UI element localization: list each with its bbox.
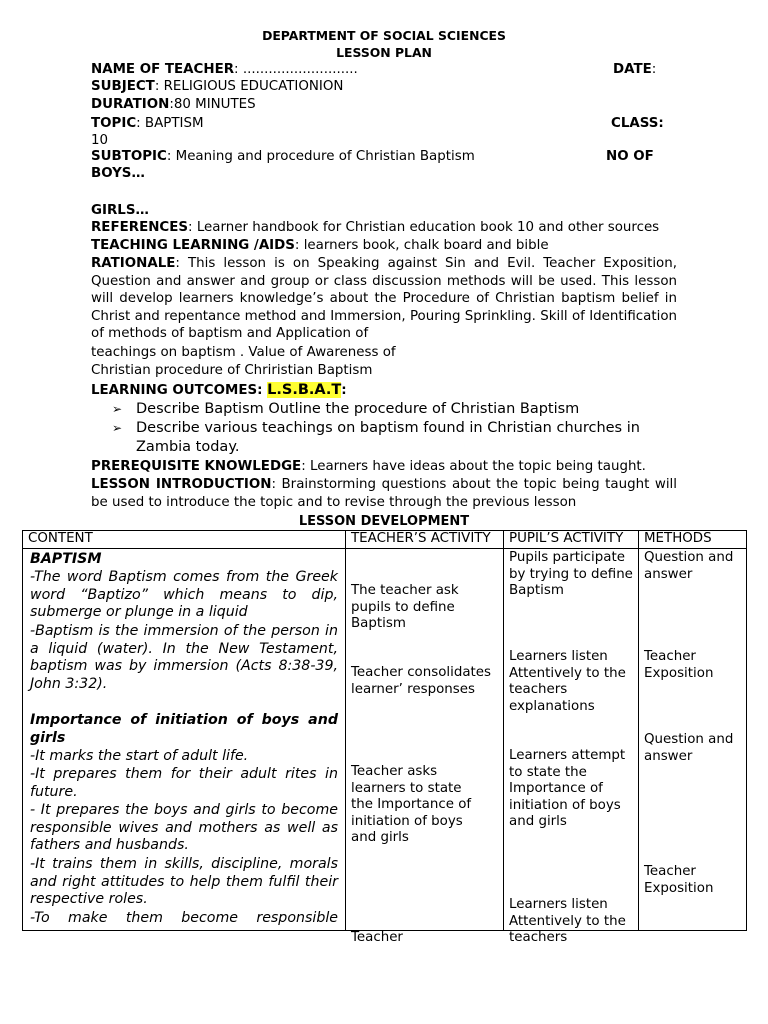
no-of-label: NO OF xyxy=(606,149,654,164)
rationale-label: RATIONALE xyxy=(91,256,176,271)
method-text: Teacher Exposition xyxy=(644,864,714,896)
rationale-value: : This lesson is on Speaking against Sin and Evil. Teacher Exposition, Question and answer and group or class discussion methods will be used. This lesson will develop learners knowledge’s about the Procedure of Christian baptism belief in Christ and repentance method and Immersion, Pouring Sprinkling. Skill of Identification of methods of baptism and Application of xyxy=(91,256,677,342)
rationale-paragraph xyxy=(91,255,677,343)
subject-line xyxy=(91,78,343,95)
outcomes-colon: : xyxy=(341,383,347,398)
lesson-development-title: LESSON DEVELOPMENT xyxy=(298,514,470,529)
teacher-label: NAME OF TEACHER xyxy=(91,62,235,77)
column-header-pupil: PUPIL’S ACTIVITY xyxy=(504,531,639,549)
method-text: Teacher Exposition xyxy=(644,649,714,681)
girls-label: GIRLS… xyxy=(91,203,149,218)
intro-value: : Brainstorming questions about the topic being taught will be used to introduce the topic and to revise through the previous lesson xyxy=(91,477,678,510)
column-header-teacher: TEACHER’S ACTIVITY xyxy=(346,531,504,549)
content-paragraph: -The word Baptism comes from the Greek word “Baptizo” which means to dip, submerge or plunge in a liquid xyxy=(30,569,338,621)
aids-line xyxy=(91,237,549,254)
teacher-activity-text: The teacher ask pupils to define Baptism xyxy=(351,583,459,632)
content-heading-baptism: BAPTISM xyxy=(30,551,102,567)
content-paragraph: -It trains them in skills, discipline, morals and right attitudes to help them fulfil their respective roles. xyxy=(30,856,338,908)
topic-line xyxy=(91,115,204,132)
teacher-activity-text: Teacher asks learners to state the Importance of initiation of boys and girls xyxy=(351,764,472,846)
outcome-text-1: Describe Baptism Outline the procedure of Christian Baptism xyxy=(136,401,580,417)
content-paragraph: -To make them become responsible xyxy=(30,910,338,926)
teacher-name-line xyxy=(91,61,358,78)
references-line xyxy=(91,219,659,236)
boys-label: BOYS… xyxy=(91,166,145,181)
pupil-activity-text: Learners listen Attentively to the teachers explanations xyxy=(509,649,626,714)
methods-cell xyxy=(639,549,747,931)
method-text: Question and answer xyxy=(644,550,734,582)
date-value: : xyxy=(651,62,657,77)
department-heading: DEPARTMENT OF SOCIAL SCIENCES xyxy=(262,28,506,43)
document-title: LESSON PLAN xyxy=(336,45,432,60)
pupil-activity-text: Learners attempt to state the Importance of initiation of boys and girls xyxy=(509,748,626,830)
teacher-value: : ........................... xyxy=(234,62,358,77)
intro-label: LESSON INTRODUCTION xyxy=(91,477,272,492)
content-heading-initiation: Importance of initiation of boys and girls xyxy=(30,712,338,746)
learning-outcomes-heading xyxy=(91,380,347,401)
subtopic-label: SUBTOPIC xyxy=(91,149,167,164)
subject-value: : RELIGIOUS EDUCATIONION xyxy=(154,79,344,94)
class-label: CLASS: xyxy=(611,116,664,131)
pupil-activity-cell xyxy=(504,549,639,946)
aids-value: : learners book, chalk board and bible xyxy=(294,238,549,253)
prereq-value: : Learners have ideas about the topic being taught. xyxy=(301,459,646,474)
pupil-activity-text: Learners listen Attentively to the teachers xyxy=(509,897,626,946)
prereq-label: PREREQUISITE KNOWLEDGE xyxy=(91,459,302,474)
date-line xyxy=(613,61,656,78)
method-text: Question and answer xyxy=(644,732,734,764)
content-paragraph: -It prepares them for their adult rites in future. xyxy=(30,766,338,800)
column-header-methods: METHODS xyxy=(639,531,747,549)
topic-label: TOPIC xyxy=(91,116,137,131)
content-cell xyxy=(23,549,346,931)
content-paragraph: -It marks the start of adult life. xyxy=(30,748,249,764)
date-label: DATE xyxy=(613,62,652,77)
prerequisite-line xyxy=(91,458,646,475)
content-paragraph: -Baptism is the immersion of the person in a liquid (water). In the New Testament, baptism was by immersion (Acts 8:38-39, John 3:32). xyxy=(30,623,338,692)
lesson-development-table xyxy=(22,530,747,946)
teacher-activity-cell xyxy=(346,549,504,945)
table-row xyxy=(23,549,747,931)
duration-value: :80 MINUTES xyxy=(169,97,256,112)
references-label: REFERENCES xyxy=(91,220,189,235)
aids-label: TEACHING LEARNING /AIDS xyxy=(91,238,295,253)
duration-line xyxy=(91,96,256,113)
content-paragraph: - It prepares the boys and girls to become responsible wives and mothers as well as fathers and husbands. xyxy=(30,802,338,854)
arrow-bullet-icon: ➢ xyxy=(112,402,123,416)
subtopic-line xyxy=(91,148,475,165)
table-header-row xyxy=(23,531,747,549)
subtopic-value: : Meaning and procedure of Christian Baptism xyxy=(166,149,475,164)
duration-label: DURATION xyxy=(91,97,170,112)
topic-value: : BAPTISM xyxy=(136,116,204,131)
rationale-line-2: teachings on baptism . Value of Awareness of xyxy=(91,345,396,360)
rationale-line-3: Christian procedure of Chriristian Baptism xyxy=(91,363,373,378)
column-header-content: CONTENT xyxy=(23,531,346,549)
arrow-bullet-icon: ➢ xyxy=(112,421,123,435)
lsbat-highlight: L.S.B.A.T xyxy=(267,382,342,398)
teacher-activity-text: Teacher xyxy=(351,930,403,945)
outcomes-label: LEARNING OUTCOMES: xyxy=(91,383,268,398)
pupil-activity-text: Pupils participate by trying to define Baptism xyxy=(509,550,633,599)
outcome-text-2: Describe various teachings on baptism found in Christian churches in Zambia today. xyxy=(136,420,640,455)
teacher-activity-text: Teacher consolidates learner’ responses xyxy=(351,665,492,697)
introduction-paragraph xyxy=(91,476,677,511)
class-value: 10 xyxy=(91,133,109,148)
references-value: : Learner handbook for Christian education book 10 and other sources xyxy=(188,220,660,235)
subject-label: SUBJECT xyxy=(91,79,155,94)
